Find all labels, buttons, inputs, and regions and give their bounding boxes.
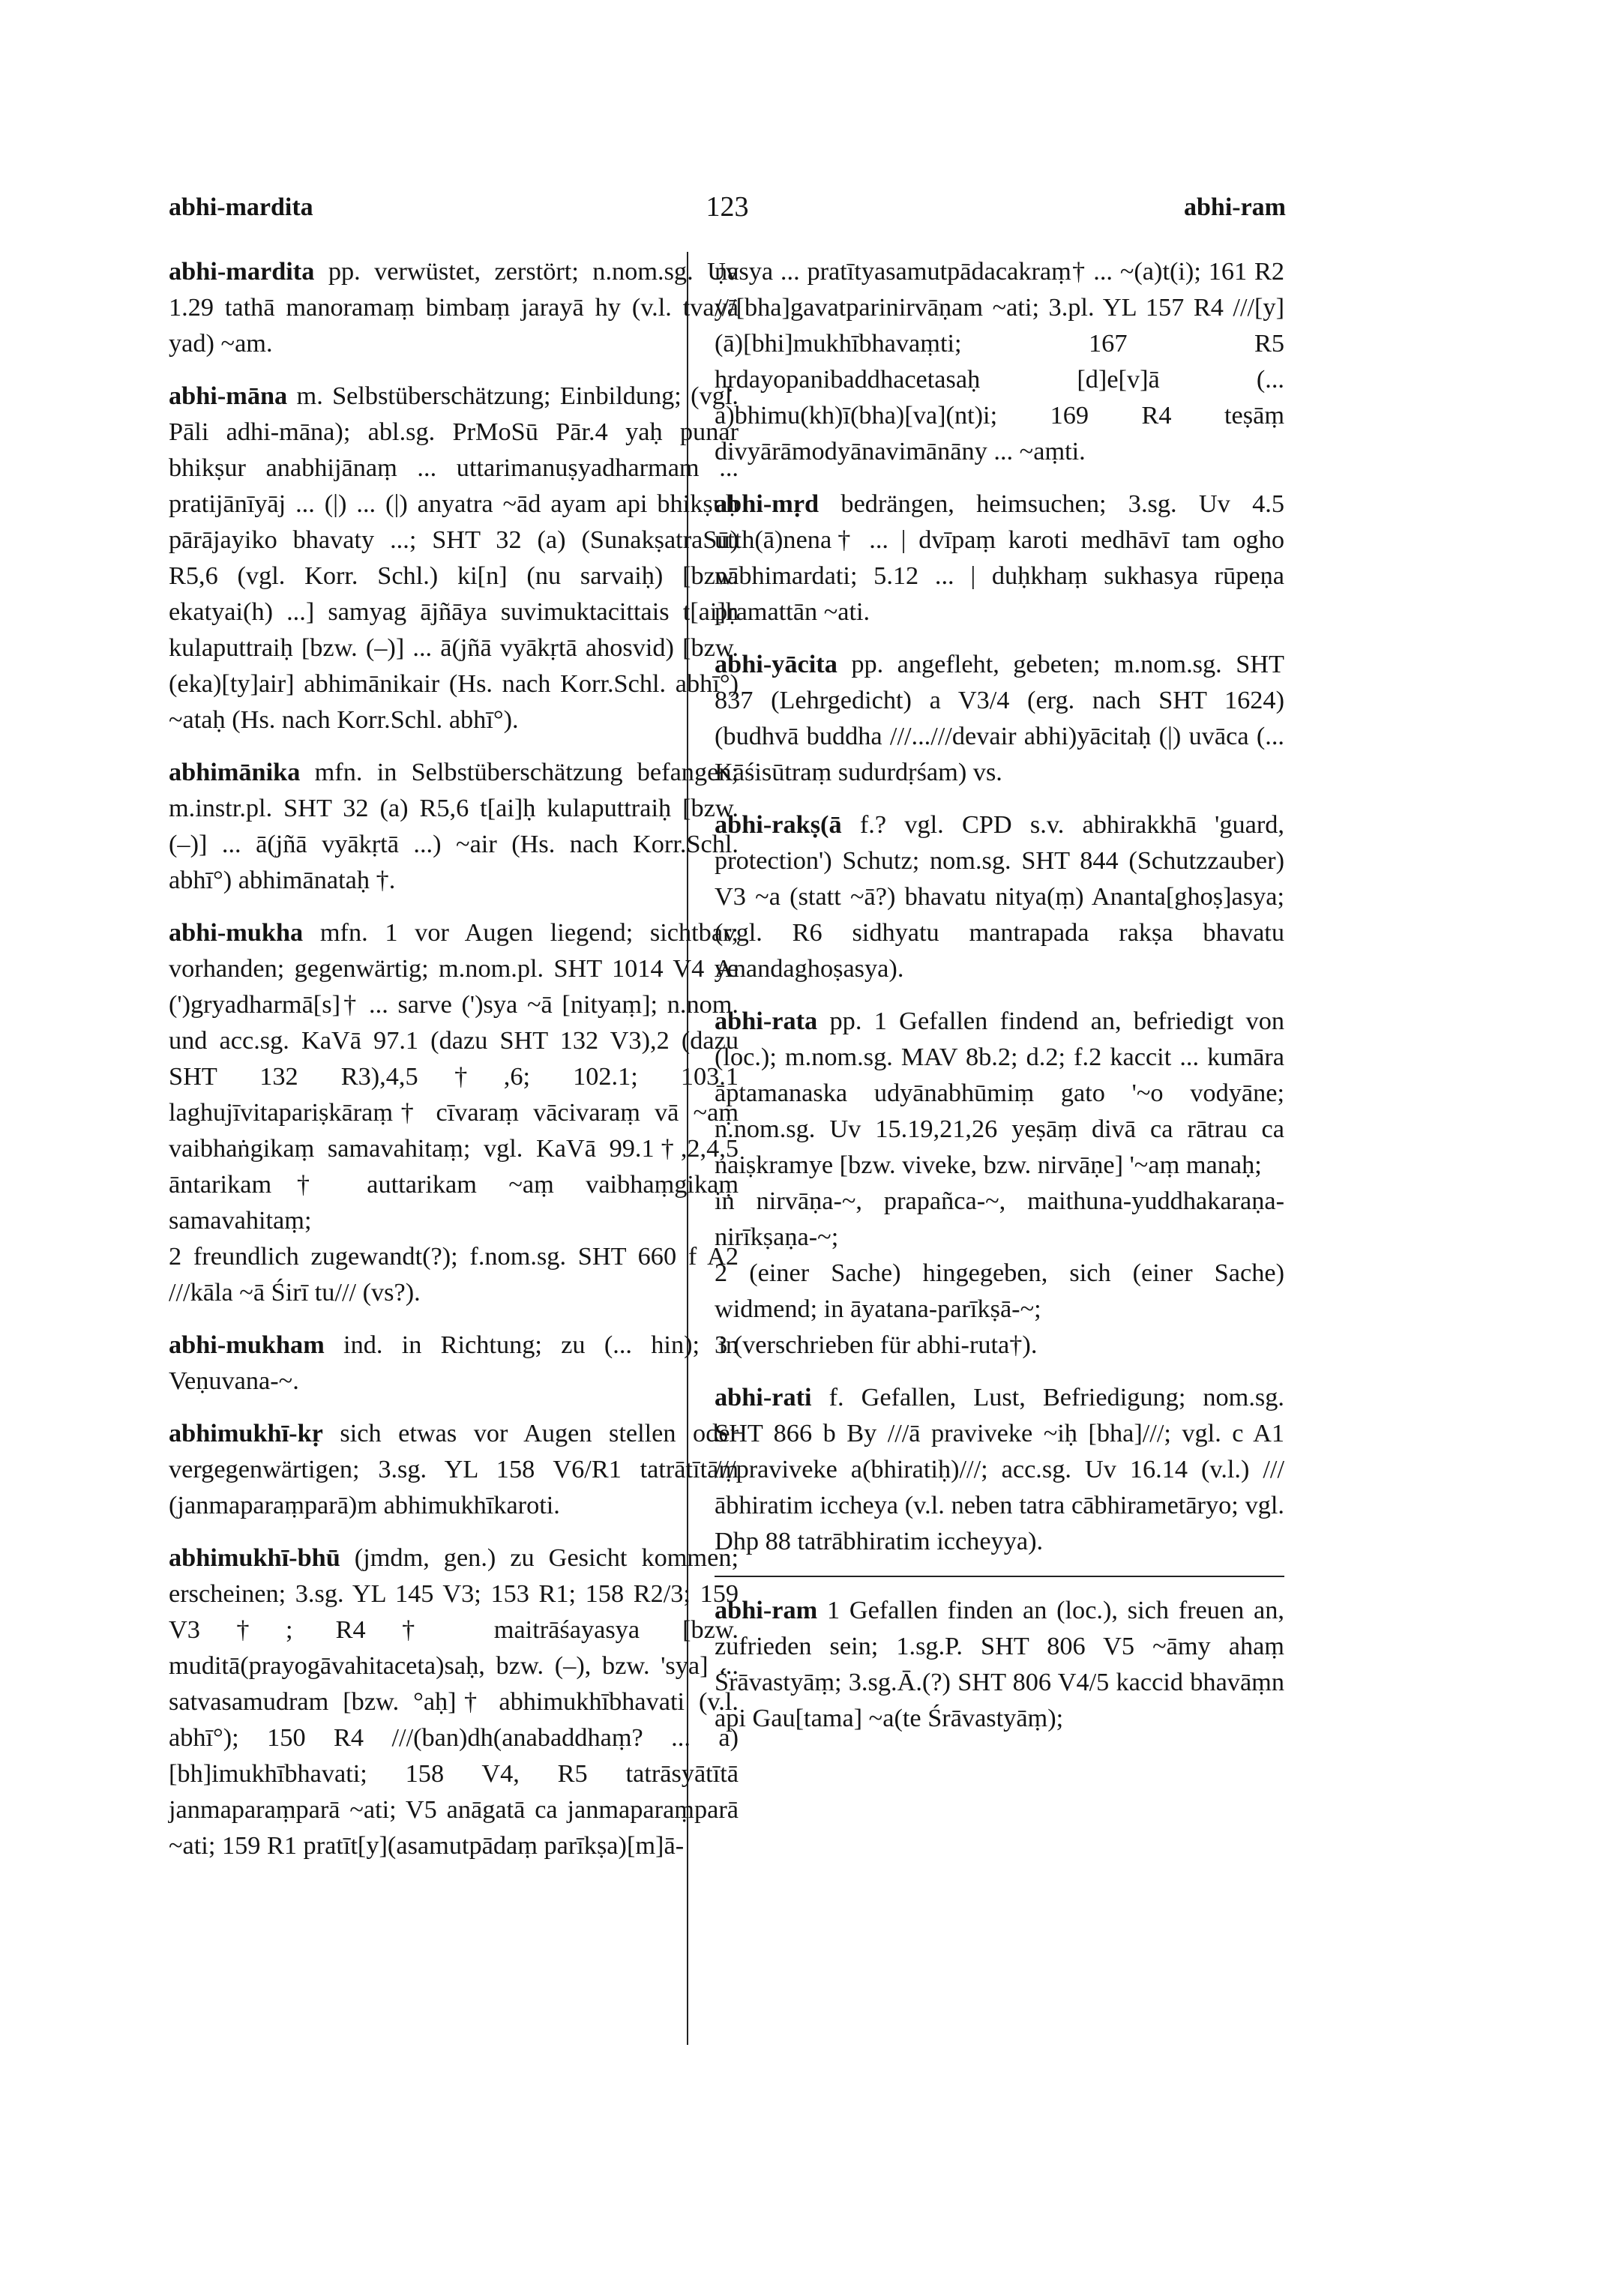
entry-sense: 3 (verschrieben für abhi-ruta†). bbox=[715, 1331, 1038, 1359]
headword: abhimukhī-bhū bbox=[169, 1543, 340, 1572]
dictionary-entry bbox=[715, 1592, 1284, 1736]
dictionary-entry bbox=[169, 1540, 739, 1863]
entry-sense: in nirvāṇa-~, prapañca-~, maithuna-yuddhakaraṇa-nirīkṣaṇa-~; bbox=[715, 1187, 1284, 1251]
dictionary-entry bbox=[715, 486, 1284, 630]
entry-text: (jmdm, gen.) zu Gesicht kommen; erscheinen; 3.sg. YL 145 V3; 153 R1; 158 R2/3; 159 V3†; R4† maitrāśayasya [bzw. muditā(prayogāvahitaceta)saḥ, bzw. (–), bzw. 'sya] ... satvasamudram [bzw. °aḥ]† abhimukhībhavati (v.l. abhī°); 150 R4 ///(ban)dh(anabaddhaṃ? ... a)[bh]imukhībhavati; 158 V4, R5 tatrāsyātītā janmaparaṃparā ~ati; V5 anāgatā ca janmaparaṃparā ~ati; 159 R1 pratīt[y](asamutpādaṃ parīkṣa)[m]ā- bbox=[169, 1543, 739, 1860]
headword: abhi-rakṣ(ā bbox=[715, 810, 842, 839]
entry-sense: 2 (einer Sache) hingegeben, sich (einer Sache) widmend; in āyatana-parīkṣā-~; bbox=[715, 1259, 1284, 1323]
entry-text: m. Selbstüberschätzung; Einbildung; (vgl. Pāli adhi-māna); abl.sg. PrMoSū Pār.4 yaḥ punar bhikṣur anabhijānaṃ ... uttarimanuṣyadharmam ... pratijānīyāj ... (|) ... (|) anyatra ~ād ayam api bhikṣuḥ pārājayiko bhavaty ...; SHT 32 (a) (SunakṣatraSū) R5,6 (vgl. Korr. Schl.) ki[n] (nu sarvaiḥ) [bzw. ekatyai(h) ...] samyag ājñāya suvimuktacittais t[ai]ḥ kulaputtraiḥ [bzw. (–)] ... ā(jñā vyākṛtā ahosvid) [bzw. (eka)[ty]air] abhimānikair (Hs. nach Korr.Schl. abhī°) ~ataḥ (Hs. nach Korr.Schl. abhī°). bbox=[169, 382, 739, 734]
dictionary-entry bbox=[169, 1415, 739, 1523]
entry-text: 1 Gefallen finden an (loc.), sich freuen an, zufrieden sein; 1.sg.P. SHT 806 V5 ~āmy ahaṃ Śrāvastyāṃ; 3.sg.Ā.(?) SHT 806 V4/5 kaccid bhavāṃn api Gau[tama] ~a(te Śrāvastyāṃ); bbox=[715, 1596, 1284, 1732]
headword: abhi-mukha bbox=[169, 918, 304, 947]
left-column bbox=[169, 253, 739, 1880]
dictionary-entry bbox=[715, 1379, 1284, 1559]
entry-text: pp. 1 Gefallen findend an, befriedigt von (loc.); m.nom.sg. MAV 8b.2; d.2; f.2 kaccit ... kumāra āptamanaska udyānabhūmiṃ gato '~o vodyāne; n.nom.sg. Uv 15.19,21,26 yeṣāṃ divā ca rātrau ca naiṣkramye [bzw. viveke, bzw. nirvāṇe] '~aṃ manaḥ; bbox=[715, 1007, 1284, 1179]
entry-text: ṇasya ... pratītyasamutpādacakraṃ† ... ~(a)t(i); 161 R2 ///[bha]gavatparinirvāṇam ~ati; 3.pl. YL 157 R4 ///[y](ā)[bhi]mukhībhavaṃti; 167 R5 hṛdayopanibaddhacetasaḥ [d]e[v]ā (... a)bhimu(kh)ī(bha)[va](nt)i; 169 R4 teṣāṃ divyārāmodyānavimānāny ... ~aṃti. bbox=[715, 257, 1284, 465]
right-column bbox=[715, 253, 1284, 1753]
headword: abhi-mardita bbox=[169, 257, 315, 286]
headword: abhi-ram bbox=[715, 1596, 818, 1624]
entry-text: ind. in Richtung; zu (... hin); in Veṇuvana-~. bbox=[169, 1331, 739, 1395]
headword: abhi-mukham bbox=[169, 1331, 325, 1359]
headword: abhi-mṛd bbox=[715, 489, 819, 518]
dictionary-entry bbox=[715, 646, 1284, 790]
dictionary-entry bbox=[169, 253, 739, 361]
entry-separator bbox=[715, 1576, 1284, 1577]
dictionary-entry-continued bbox=[715, 253, 1284, 469]
entry-text: f. Gefallen, Lust, Befriedigung; nom.sg. SHT 866 b By ///ā praviveke ~iḥ [bha]///; vgl. c A1 ///praviveke a(bhiratiḥ)///; acc.sg. Uv 16.14 (v.l.) ///ābhiratim iccheya (v.l. neben tatra cābhirametāryo; vgl. Dhp 88 tatrābhiratim iccheyya). bbox=[715, 1383, 1284, 1555]
headword: abhimānika bbox=[169, 758, 301, 786]
headword: abhimukhī-kṛ bbox=[169, 1419, 323, 1447]
dictionary-entry bbox=[169, 754, 739, 898]
headword: abhi-yācita bbox=[715, 650, 837, 678]
headword: abhi-māna bbox=[169, 382, 288, 410]
dictionary-entry bbox=[169, 915, 739, 1310]
entry-sense: 2 freundlich zugewandt(?); f.nom.sg. SHT 660 f A2 ///kāla ~ā Śirī tu/// (vs?). bbox=[169, 1242, 739, 1307]
dictionary-entry bbox=[715, 1003, 1284, 1363]
entry-text: pp. verwüstet, zerstört; n.nom.sg. Uv 1.29 tathā manoramaṃ bimbaṃ jarayā hy (v.l. tvayā yad) ~am. bbox=[169, 257, 739, 358]
dictionary-entry bbox=[715, 807, 1284, 986]
entry-text: bedrängen, heimsuchen; 3.sg. Uv 4.5 utth(ā)nena† ... | dvīpaṃ karoti medhāvī tam ogho nābhimardati; 5.12 ... | duḥkhaṃ sukhasya rūpeṇa pramattān ~ati. bbox=[715, 489, 1284, 626]
entry-text: mfn. 1 vor Augen liegend; sichtbar; vorhanden; gegenwärtig; m.nom.pl. SHT 1014 V4 ye (')gryadharmā[s]† ... sarve (')sya ~ā [nityaṃ]; n.nom. und acc.sg. KaVā 97.1 (dazu SHT 132 V3),2 (dazu SHT 132 R3),4,5†,6; 102.1; 103.1 laghujīvitapariṣkāraṃ† cīvaraṃ vācivaraṃ vā ~aṃ vaibhaṅgikaṃ samavahitaṃ; vgl. KaVā 99.1†,2,4,5 āntarikam† auttarikam ~aṃ vaibhaṃgikaṃ samavahitaṃ; bbox=[169, 918, 739, 1235]
page-number: 123 bbox=[706, 191, 749, 223]
headword: abhi-rati bbox=[715, 1383, 812, 1411]
headword: abhi-rata bbox=[715, 1007, 818, 1035]
dictionary-entry bbox=[169, 378, 739, 738]
header-right-guideword: abhi-ram bbox=[1184, 193, 1286, 221]
entry-text: sich etwas vor Augen stellen oder vergegenwärtigen; 3.sg. YL 158 V6/R1 tatrātītāṃ (janmaparaṃparā)m abhimukhīkaroti. bbox=[169, 1419, 739, 1519]
header-left-guideword: abhi-mardita bbox=[169, 193, 313, 221]
entry-text: pp. angefleht, gebeten; m.nom.sg. SHT 837 (Lehrgedicht) a V3/4 (erg. nach SHT 1624) (budhvā buddha ///...///devair abhi)yācitaḥ (|) uvāca (... Kāśisūtraṃ sudurdṛśam) vs. bbox=[715, 650, 1284, 786]
dictionary-entry bbox=[169, 1327, 739, 1399]
running-header bbox=[169, 193, 1286, 231]
entry-text: f.? vgl. CPD s.v. abhirakkhā 'guard, protection') Schutz; nom.sg. SHT 844 (Schutzzauber) V3 ~a (statt ~ā?) bhavatu nitya(ṃ) Ananta[ghoṣ]asya; (vgl. R6 sidhyatu mantrapada rakṣa bhavatu Anandaghoṣasya). bbox=[715, 810, 1284, 983]
entry-text: mfn. in Selbstüberschätzung befangen; m.instr.pl. SHT 32 (a) R5,6 t[ai]ḥ kulaputtraiḥ [bzw. (–)] ... ā(jñā vyākṛtā ...) ~air (Hs. nach Korr.Schl. abhī°) abhimānataḥ †. bbox=[169, 758, 739, 894]
